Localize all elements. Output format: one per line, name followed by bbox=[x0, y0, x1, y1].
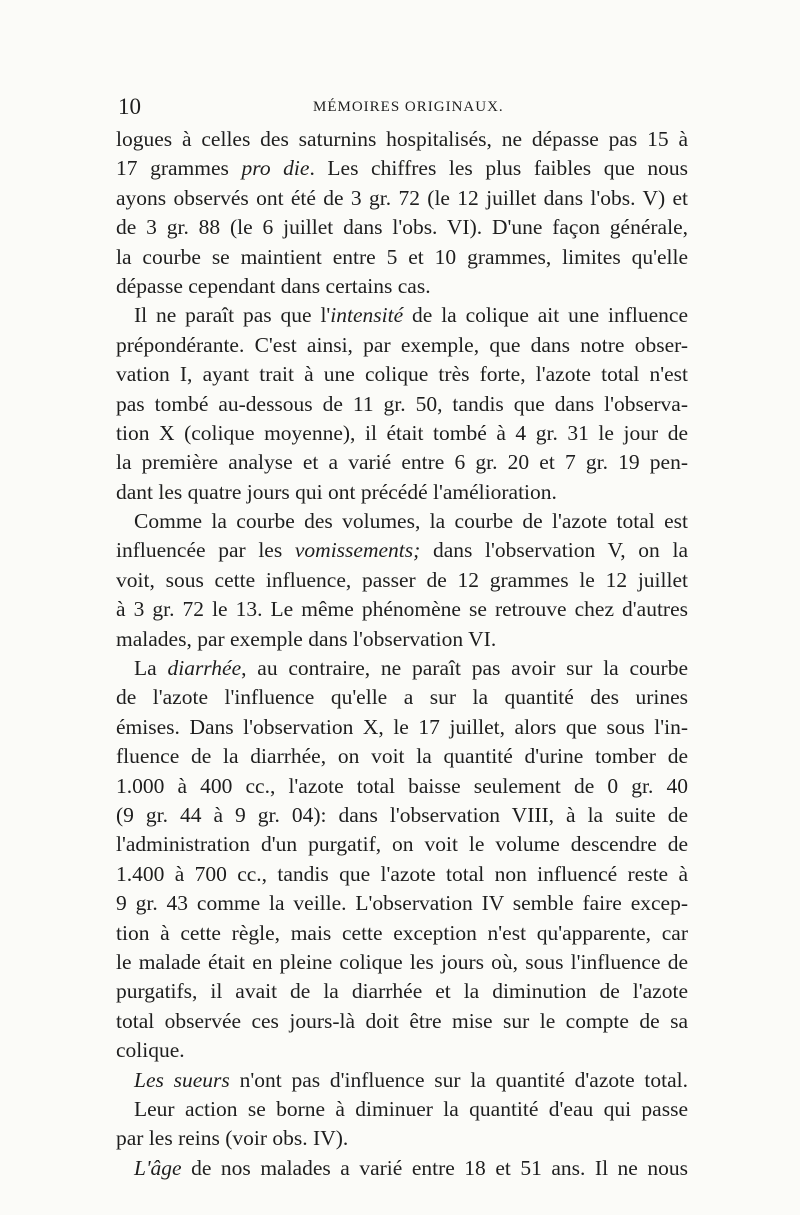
page-number: 10 bbox=[118, 94, 141, 119]
text-line: influencée par les vomissements; dans l'observation V, on la bbox=[116, 538, 688, 563]
italic-term: intensité bbox=[330, 303, 404, 328]
italic-term: Les sueurs bbox=[134, 1067, 230, 1092]
italic-term: vomissements; bbox=[294, 538, 421, 563]
text-line: tion à cette règle, mais cette exception n'est qu'apparente, car bbox=[116, 920, 688, 945]
text-line: la première analyse et a varié entre 6 gr. 20 et 7 gr. 19 pen- bbox=[116, 450, 688, 475]
text-line: total observée ces jours-là doit être mise sur le compte de sa bbox=[116, 1008, 688, 1033]
text-line: dépasse cependant dans certains cas. bbox=[116, 273, 431, 298]
running-title: MÉMOIRES ORIGINAUX. bbox=[313, 99, 504, 115]
text-line: fluence de la diarrhée, on voit la quantité d'urine tomber de bbox=[116, 744, 688, 769]
text-line: purgatifs, il avait de la diarrhée et la diminution de l'azote bbox=[116, 979, 688, 1004]
text-line: à 3 gr. 72 le 13. Le même phénomène se retrouve chez d'autres bbox=[116, 597, 688, 622]
text-line: pas tombé au-dessous de 11 gr. 50, tandis que dans l'observa- bbox=[116, 391, 688, 416]
text-line: l'administration d'un purgatif, on voit le volume descendre de bbox=[116, 832, 688, 857]
text-line: tion X (colique moyenne), il était tombé à 4 gr. 31 le jour de bbox=[116, 420, 688, 445]
body-text bbox=[116, 125, 688, 1183]
text-line: dant les quatre jours qui ont précédé l'amélioration. bbox=[116, 479, 557, 504]
text-line: L'âge de nos malades a varié entre 18 et 51 ans. Il ne nous bbox=[134, 1155, 688, 1180]
text-line: colique. bbox=[116, 1038, 185, 1063]
page-header bbox=[118, 94, 686, 124]
text-line: 1.400 à 700 cc., tandis que l'azote total non influencé reste à bbox=[116, 861, 688, 886]
text-line: Comme la courbe des volumes, la courbe de l'azote total est bbox=[134, 509, 688, 534]
text-line: émises. Dans l'observation X, le 17 juillet, alors que sous l'in- bbox=[116, 714, 688, 739]
text-line: logues à celles des saturnins hospitalisés, ne dépasse pas 15 à bbox=[116, 127, 688, 151]
text-line: 17 grammes pro die. Les chiffres les plus faibles que nous bbox=[116, 156, 688, 181]
text-line: de l'azote l'influence qu'elle a sur la quantité des urines bbox=[116, 685, 688, 710]
text-line: par les reins (voir obs. IV). bbox=[116, 1126, 349, 1151]
text-line: Il ne paraît pas que l'intensité de la colique ait une influence bbox=[134, 303, 689, 328]
text-line: la courbe se maintient entre 5 et 10 grammes, limites qu'elle bbox=[116, 244, 688, 269]
text-line: prépondérante. C'est ainsi, par exemple, que dans notre obser- bbox=[116, 332, 688, 357]
text-line: Leur action se borne à diminuer la quantité d'eau qui passe bbox=[134, 1096, 688, 1121]
text-line: vation I, ayant trait à une colique très forte, l'azote total n'est bbox=[116, 362, 688, 387]
text-line: le malade était en pleine colique les jours où, sous l'influence de bbox=[116, 949, 688, 974]
italic-term: pro die bbox=[241, 156, 310, 181]
text-line: ayons observés ont été de 3 gr. 72 (le 12 juillet dans l'obs. V) et bbox=[116, 185, 688, 210]
text-line: (9 gr. 44 à 9 gr. 04): dans l'observation VIII, à la suite de bbox=[116, 802, 688, 827]
text-line: malades, par exemple dans l'observation VI. bbox=[116, 626, 497, 651]
italic-term: diarrhée bbox=[167, 656, 242, 681]
text-line: 9 gr. 43 comme la veille. L'observation IV semble faire excep- bbox=[116, 891, 688, 916]
text-line: 1.000 à 400 cc., l'azote total baisse seulement de 0 gr. 40 bbox=[116, 773, 688, 798]
text-line: Les sueurs n'ont pas d'influence sur la quantité d'azote total. bbox=[134, 1067, 688, 1092]
text-line: La diarrhée, au contraire, ne paraît pas avoir sur la courbe bbox=[134, 656, 688, 681]
text-line: de 3 gr. 88 (le 6 juillet dans l'obs. VI). D'une façon générale, bbox=[116, 215, 688, 240]
text-line: voit, sous cette influence, passer de 12 grammes le 12 juillet bbox=[116, 567, 688, 592]
italic-term: L'âge bbox=[134, 1155, 182, 1180]
